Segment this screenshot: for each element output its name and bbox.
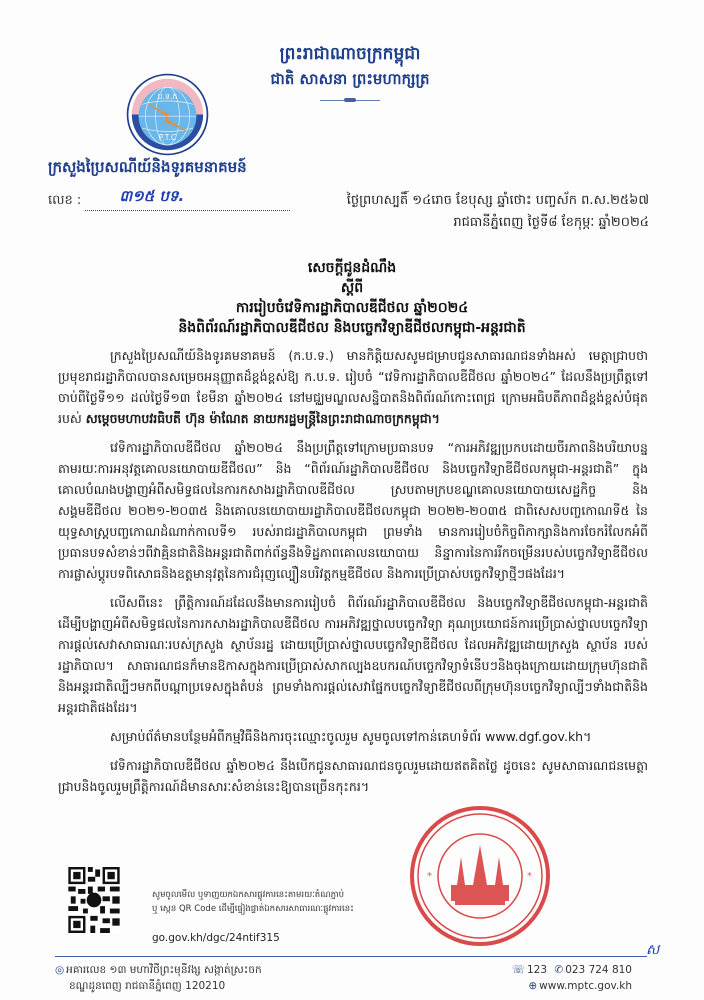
svg-text:*: * xyxy=(527,871,532,882)
paragraph-1-text: ក្រសួងប្រៃសណីយ៍និងទូរគមនាគមន៍ (ក.ប.ទ.) មានកិត្តិយសសូមជម្រាបជូនសាធារណជនទាំងអស់ មេត្តាជ្រាបថា ប្រមុខរាជរដ្ឋាភិបាលបានសម្រេចអនុញ្ញាតដ៏ខ្ពង់ខ្ពស់ឱ្យ ក.ប.ទ. រៀបចំ “វេទិការដ្ឋាភិបាលឌីជីថល ឆ្នាំ២០២៤” ដែលនឹងប្រព្រឹត្តទៅចាប់ពីថ្ងៃទី១១ ដល់ថ្ងៃទី១៣ ខែមីនា ឆ្នាំ២០២៤ នៅមជ្ឈមណ្ឌលសន្និបាតនិងពិព័រណ៍កោះពេជ្រ ក្រោមអធិបតីភាពដ៏ខ្ពង់ខ្ពស់បំផុតរបស់ xyxy=(58,348,648,426)
paragraph-1 xyxy=(58,345,648,429)
globe-icon: ⊕ xyxy=(528,980,538,992)
document-title xyxy=(60,258,644,338)
date-block xyxy=(347,190,649,234)
footer-address: ◎ អគារលេខ ១៣ មហាវិថីព្រះមុនីវង្ស សង្កាត់ស្រះចក ខណ្ឌដូនពេញ រាជធានីភ្នំពេញ 120210 xyxy=(55,964,262,992)
paragraph-3: លើសពីនេះ ព្រឹត្តិការណ៍ដដែលនឹងមានការរៀបចំ ពិព័រណ៍រដ្ឋាភិបាលឌីជីថល និងបច្ចេកវិទ្យាឌីជីថលកម្ពុជា-អន្តរជាតិ ដើម្បីបង្ហាញអំពីសមិទ្ធផលនៃការកសាងរដ្ឋាភិបាលឌីជីថល ការអភិវឌ្ឍថ្នាលបច្ចេកវិទ្យា គុណប្រយោជន៍ការប្រើប្រាស់ថ្នាលបច្ចេកវិទ្យា ការផ្តល់សេវាសាធារណៈរបស់ក្រសួង ស្ថាប័នរដ្ឋ ដោយប្រើប្រាស់ថ្នាលបច្ចេកវិទ្យាឌីជីថល ដែលអភិវឌ្ឍដោយក្រសួង ស្ថាប័ន របស់រដ្ឋាភិបាល។ សាធារណជនក៏មានឱកាសក្នុងការប្រើប្រាស់សាកល្បងឧបករណ៍បច្ចេកវិទ្យាទំនើបៗនិងចុងក្រោយដោយក្រុមហ៊ុនជាតិ និងអន្តរជាតិល្បីៗមកពីបណ្តាប្រទេសក្នុងតំបន់ ព្រមទាំងការផ្តល់សេវាផ្នែកបច្ចេកវិទ្យាឌីជីថលពីក្រុមហ៊ុនបច្ចេកវិទ្យាល្បីៗទាំងជាតិនិងអន្តរជាតិផងដែរ។ xyxy=(58,595,648,715)
footer-divider xyxy=(55,956,647,957)
initials-signature: ស xyxy=(646,942,660,958)
document-body xyxy=(58,345,648,797)
reference-number xyxy=(48,187,290,211)
reference-dotted-line xyxy=(85,187,290,211)
website-link[interactable]: www.mptc.gov.kh xyxy=(539,980,632,992)
solar-date: រាជធានីភ្នំពេញ ថ្ងៃទី៨ ខែកុម្ភៈ ឆ្នាំ២០២៤ xyxy=(453,215,649,230)
national-motto: ជាតិ សាសនា ព្រះមហាក្សត្រ xyxy=(270,70,430,88)
phone-icon: ✆ xyxy=(554,964,564,976)
footer-contact xyxy=(512,962,632,994)
ministry-name: ក្រសួងប្រៃសណីយ៍និងទូរគមនាគមន៍ xyxy=(48,158,247,176)
verification-link[interactable]: go.gov.kh/dgc/24ntif315 xyxy=(152,932,280,944)
svg-text:ប.ទ.ក: ប.ទ.ក xyxy=(157,92,178,102)
kingdom-title: ព្រះរាជាណាចក្រកម្ពុជា xyxy=(279,44,421,64)
paragraph-1-bold: សម្តេចមហាបវរធិបតី ហ៊ុន ម៉ាណែត នាយករដ្ឋមន្ត្រីនៃព្រះរាជាណាចក្រកម្ពុជា។ xyxy=(85,411,440,426)
location-pin-icon: ◎ xyxy=(55,964,65,976)
title-line-4: និងពិព័រណ៍រដ្ឋាភិបាលឌីជីថល និងបច្ចេកវិទ្យាឌីជីថលកម្ពុជា-អន្តរជាតិ xyxy=(178,320,526,336)
paragraph-2: វេទិការដ្ឋាភិបាលឌីជីថល ឆ្នាំ២០២៤ នឹងប្រព្រឹត្តទៅក្រោមប្រធានបទ “ការអភិវឌ្ឍប្រកបដោយចីរភាពនិងបរិយាបន្នតាមរយៈការអនុវត្តគោលនយោបាយឌីជីថល” និង “ពិព័រណ៍រដ្ឋាភិបាលឌីជីថល និងបច្ចេកវិទ្យាឌីជីថលកម្ពុជា-អន្តរជាតិ” ក្នុងគោលបំណងបង្ហាញអំពីសមិទ្ធផលនៃការកសាងរដ្ឋាភិបាលឌីជីថល ស្របតាមក្របខណ្ឌគោលនយោបាយសេដ្ឋកិច្ច និង សង្គមឌីជីថល ២០២១-២០៣៥ និងគោលនយោបាយរដ្ឋាភិបាលឌីជីថលកម្ពុជា ២០២២-២០៣៥ ជាពិសេសបញ្ចកោណទី៥ នៃយុទ្ធសាស្ត្របញ្ចកោណដំណាក់កាលទី១ របស់រាជរដ្ឋាភិបាលកម្ពុជា ព្រមទាំង មានការរៀបចំកិច្ចពិភាក្សានិងការចែករំលែកអំពីប្រធានបទសំខាន់ៗពីវាគ្មិនជាតិនិងអន្តរជាតិពាក់ព័ន្ធនឹងទិដ្ឋភាពគោលនយោបាយ និន្នាការនៃការរីកចម្រើនរបស់បច្ចេកវិទ្យាឌីជីថល ការផ្លាស់ប្តូរបទពិសោធនិងឧត្តមានុវត្តនៃការជំរុញល្បឿនបរិវត្តកម្មឌីជីថល និងការប្រើប្រាស់បច្ចេកវិទ្យាថ្មីៗផងដែរ។ xyxy=(58,440,648,581)
phone-number[interactable]: 023 724 810 xyxy=(565,964,632,976)
paragraph-5: វេទិការដ្ឋាភិបាលឌីជីថល ឆ្នាំ២០២៤ នឹងបើកជូនសាធារណជនចូលរួមដោយឥតគិតថ្លៃ ដូចនេះ សូមសាធារណជនមេត្តាជ្រាបនិងចូលរួមព្រឹត្តិការណ៍ដ៏មានសារៈសំខាន់នេះឱ្យបានច្រើនកុះករ។ xyxy=(58,758,648,794)
ministry-logo-icon xyxy=(125,72,210,157)
qr-code-icon[interactable] xyxy=(68,867,120,933)
headset-icon: ☏ xyxy=(511,964,525,976)
lunar-date: ថ្ងៃព្រហស្បតិ៍ ១៤រោច ខែបុស្ស ឆ្នាំថោះ បញ្ចស័ក ព.ស.២៥៦៧ xyxy=(346,193,649,208)
ornament-divider xyxy=(320,100,380,101)
official-seal-icon xyxy=(405,805,555,947)
kingdom-header xyxy=(200,42,500,101)
hotline[interactable]: 123 xyxy=(526,964,548,976)
reference-label: លេខ : xyxy=(48,193,82,208)
svg-text:*: * xyxy=(427,871,432,882)
paragraph-4: សម្រាប់ព័ត៌មានបន្ថែមអំពីកម្មវិធីនិងការចុះឈ្មោះចូលរួម សូមចូលទៅកាន់គេហទំព័រ www.dgf.gov.kh។ xyxy=(110,729,592,744)
title-line-1: សេចក្តីជូនដំណឹង xyxy=(307,260,397,276)
title-line-3: ការរៀបចំវេទិការដ្ឋាភិបាលឌីជីថល ឆ្នាំ២០២៤ xyxy=(235,300,469,316)
title-line-2: ស្តីពី xyxy=(340,280,364,296)
reference-value: ៣១៥ បទ. xyxy=(119,187,185,205)
svg-text:P.T.C: P.T.C xyxy=(158,133,177,142)
verification-note: សូមចូលមើល ឬទាញយកឯកសារផ្លូវការនេះតាមរយៈតំណភ្ជាប់ ឬ ស្កេន QR Code ដើម្បីផ្ទៀងផ្ទាត់ឯកសារសាធារណៈផ្លូវការនេះ xyxy=(152,890,354,914)
